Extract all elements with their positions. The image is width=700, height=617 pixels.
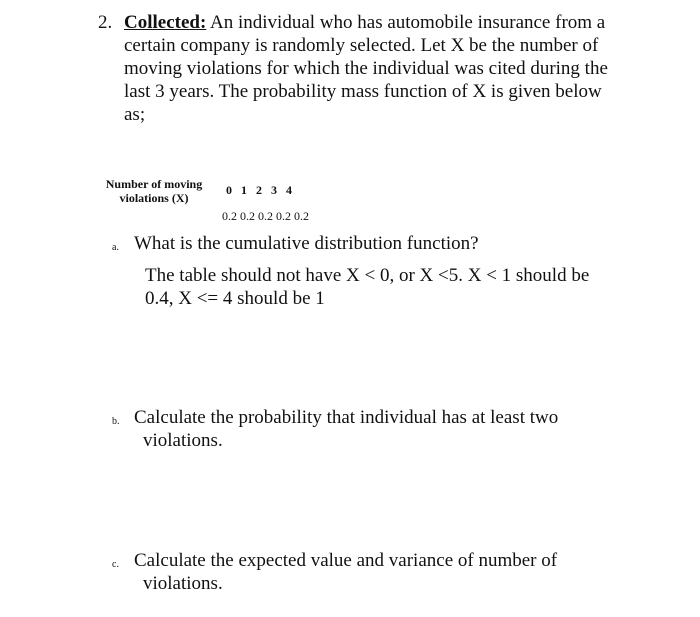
pmf-probabilities: 0.2 0.2 0.2 0.2 0.2 — [222, 209, 309, 223]
part-c-question-line1: Calculate the expected value and variance of number of — [134, 550, 558, 571]
pmf-x-value: 4 — [286, 183, 292, 197]
part-b — [112, 406, 612, 452]
pmf-x-value: 2 — [256, 183, 262, 197]
part-b-letter: b. — [112, 416, 120, 427]
problem-number: 2. — [98, 12, 113, 33]
part-c — [112, 549, 612, 595]
pmf-row-label: Number of moving violations (X) — [105, 177, 203, 205]
problem-label: Collected: — [124, 12, 207, 33]
part-c-question-line2: violations. — [143, 573, 223, 594]
part-b-question-line2: violations. — [143, 430, 223, 451]
part-c-letter: c. — [112, 559, 119, 570]
problem-text-block — [98, 11, 618, 126]
pmf-x-value: 3 — [271, 183, 277, 197]
problem-statement — [98, 11, 618, 126]
part-b-question-line1: Calculate the probability that individual has at least two — [134, 407, 559, 428]
part-a — [112, 232, 612, 255]
part-b-question — [112, 406, 612, 452]
pmf-x-values — [226, 183, 301, 198]
part-c-question — [112, 549, 612, 595]
problem-text: An individual who has automobile insurance from a certain company is randomly selected. Let X be the number of moving violations for which the individual was cited during the last 3 years. The probability mass function of X is given below as; — [124, 12, 608, 125]
pmf-x-value: 0 — [226, 183, 232, 197]
part-a-question: What is the cumulative distribution function? — [134, 233, 479, 254]
part-a-answer: The table should not have X < 0, or X <5. X < 1 should be 0.4, X <= 4 should be 1 — [145, 265, 590, 309]
part-a-letter: a. — [112, 242, 119, 253]
pmf-x-value: 1 — [241, 183, 247, 197]
